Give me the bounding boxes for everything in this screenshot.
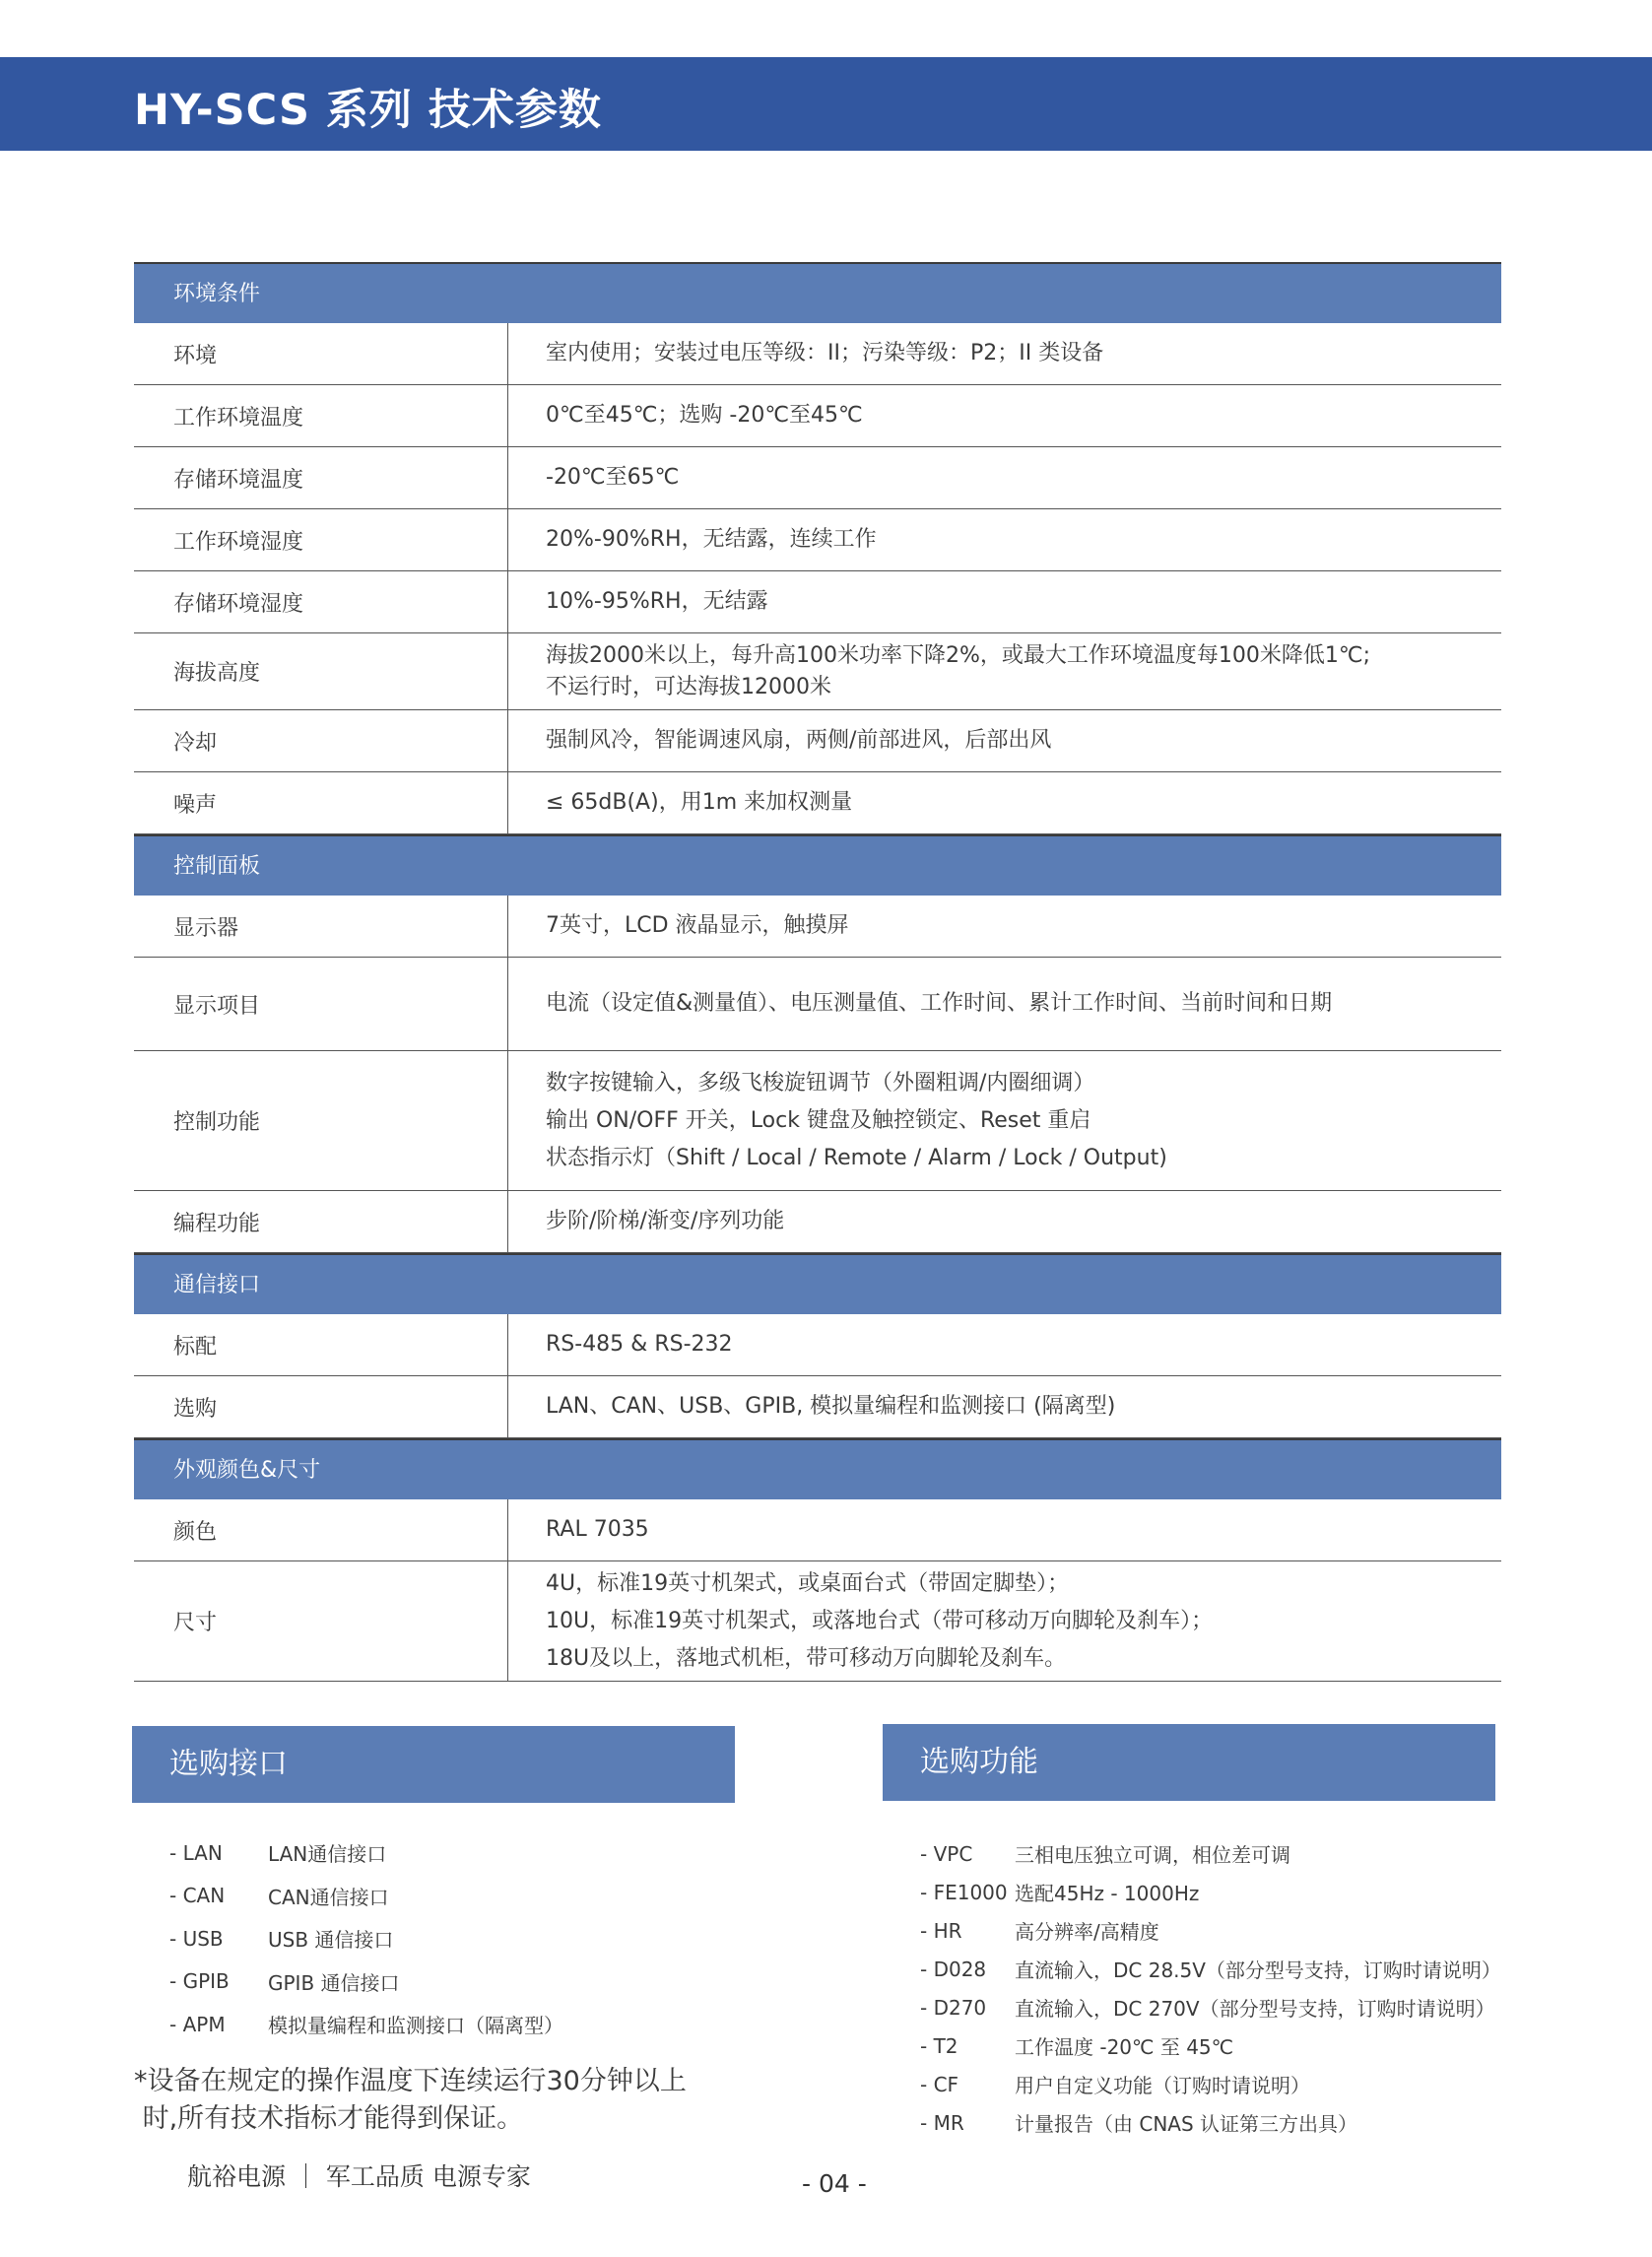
row-key: 控制功能 xyxy=(134,1051,508,1190)
row-value: 4U，标准19英寸机架式，或桌面台式（带固定脚垫）； 10U，标准19英寸机架式，或落地台式（带可移动万向脚轮及刹车）； 18U及以上，落地式机柜，带可移动万向脚轮及刹车。 xyxy=(546,1570,1214,1671)
optional-functions-list xyxy=(920,1834,1501,2142)
optional-functions-title: 选购功能 xyxy=(883,1724,1495,1801)
spec-table xyxy=(134,262,1501,1682)
list-item: - GPIB GPIB 通信接口 xyxy=(169,1969,400,1995)
optional-interfaces-list xyxy=(169,1831,563,2046)
footnote: *设备在规定的操作温度下连续运行30分钟以上 时,所有技术指标才能得到保证。 xyxy=(134,2066,687,2134)
row-key: 存储环境温度 xyxy=(134,447,508,508)
table-row xyxy=(134,509,1501,571)
list-item: - HR 高分辨率/高精度 xyxy=(920,1918,1159,1944)
row-value: LAN、CAN、USB、GPIB, 模拟量编程和监测接口 (隔离型) xyxy=(546,1394,1116,1419)
list-item: - CAN CAN通信接口 xyxy=(169,1884,389,1909)
list-item: - CF 用户自定义功能（订购时请说明） xyxy=(920,2072,1310,2097)
row-key: 存储环境湿度 xyxy=(134,571,508,632)
list-item: - VPC 三相电压独立可调，相位差可调 xyxy=(920,1841,1290,1867)
table-row xyxy=(134,896,1501,958)
table-row xyxy=(134,710,1501,772)
row-value: 7英寸，LCD 液晶显示，触摸屏 xyxy=(546,913,849,938)
row-value: 强制风冷，智能调速风扇，两侧/前部进风，后部出风 xyxy=(546,728,1052,753)
row-value: ≤ 65dB(A)，用1m 来加权测量 xyxy=(546,790,853,815)
table-row xyxy=(134,1561,1501,1682)
row-value: 海拔2000米以上，每升高100米功率下降2%，或最大工作环境温度每100米降低1℃; 不运行时，可达海拔12000米 xyxy=(546,642,1370,699)
row-value: 室内使用；安装过电压等级：II；污染等级：P2；II 类设备 xyxy=(546,341,1104,365)
section-header-appearance: 外观颜色&尺寸 xyxy=(134,1438,1501,1499)
table-row xyxy=(134,1314,1501,1376)
table-row xyxy=(134,571,1501,633)
row-key: 冷却 xyxy=(134,710,508,771)
list-item: - USB USB 通信接口 xyxy=(169,1926,394,1953)
table-row xyxy=(134,958,1501,1051)
row-key: 工作环境湿度 xyxy=(134,509,508,570)
table-row xyxy=(134,633,1501,710)
footer-brand: 航裕电源 ｜ 军工品质 电源专家 xyxy=(187,2162,531,2191)
page-number: - 04 - xyxy=(802,2169,867,2198)
table-row xyxy=(134,1191,1501,1253)
row-key: 选购 xyxy=(134,1376,508,1437)
list-item: - LAN LAN通信接口 xyxy=(169,1840,387,1867)
list-item: - D270 直流输入，DC 270V（部分型号支持，订购时请说明） xyxy=(920,1995,1495,2021)
row-value: RS-485 & RS-232 xyxy=(546,1332,733,1357)
row-value: 数字按键输入，多级飞梭旋钮调节（外圈粗调/内圈细调） 输出 ON/OFF 开关，Lock 键盘及触控锁定、Reset 重启 状态指示灯（Shift / Local / Remote / Alarm / Lock / Output) xyxy=(546,1070,1167,1170)
row-key: 环境 xyxy=(134,323,508,384)
row-value: 0℃至45℃；选购 -20℃至45℃ xyxy=(546,403,863,428)
table-row xyxy=(134,1376,1501,1438)
row-value: 电流（设定值&测量值）、电压测量值、工作时间、累计工作时间、当前时间和日期 xyxy=(546,991,1333,1016)
row-key: 尺寸 xyxy=(134,1561,508,1681)
table-row xyxy=(134,447,1501,509)
list-item: - FE1000 选配45Hz - 1000Hz xyxy=(920,1880,1200,1905)
row-value: -20℃至65℃ xyxy=(546,465,680,490)
page-title: HY-SCS 系列 技术参数 xyxy=(134,86,602,135)
row-value: 20%-90%RH，无结露，连续工作 xyxy=(546,527,877,552)
row-key: 颜色 xyxy=(134,1499,508,1560)
table-row xyxy=(134,772,1501,834)
list-item: - APM 模拟量编程和监测接口（隔离型） xyxy=(169,2012,563,2038)
table-row xyxy=(134,385,1501,447)
section-header-communication: 通信接口 xyxy=(134,1253,1501,1314)
row-key: 海拔高度 xyxy=(134,633,508,709)
header-banner xyxy=(0,57,1652,151)
table-row xyxy=(134,1051,1501,1191)
row-value: 10%-95%RH，无结露 xyxy=(546,589,768,614)
row-key: 工作环境温度 xyxy=(134,385,508,446)
optional-interfaces-title: 选购接口 xyxy=(132,1726,735,1803)
row-key: 显示项目 xyxy=(134,958,508,1050)
section-header-environment: 环境条件 xyxy=(134,262,1501,323)
table-row xyxy=(134,323,1501,385)
row-value: RAL 7035 xyxy=(546,1517,649,1542)
row-key: 标配 xyxy=(134,1314,508,1375)
list-item: - D028 直流输入，DC 28.5V（部分型号支持，订购时请说明） xyxy=(920,1957,1501,1982)
section-header-control-panel: 控制面板 xyxy=(134,834,1501,896)
row-key: 编程功能 xyxy=(134,1191,508,1252)
table-row xyxy=(134,1499,1501,1561)
row-value: 步阶/阶梯/渐变/序列功能 xyxy=(546,1209,785,1233)
row-key: 噪声 xyxy=(134,772,508,833)
row-key: 显示器 xyxy=(134,896,508,957)
list-item: - T2 工作温度 -20℃ 至 45℃ xyxy=(920,2033,1234,2059)
list-item: - MR 计量报告（由 CNAS 认证第三方出具） xyxy=(920,2110,1358,2136)
